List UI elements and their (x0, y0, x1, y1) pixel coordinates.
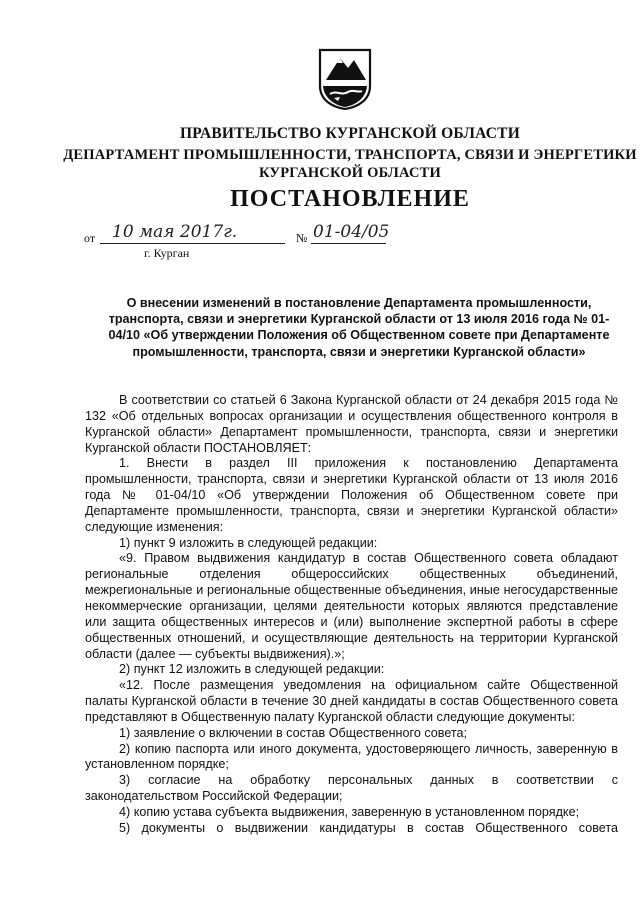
city: г. Курган (144, 246, 190, 260)
coat-of-arms-icon (318, 48, 372, 110)
paragraph-doc-5: 5) документы о выдвижении кандидатуры в состав Общественного совета (119, 820, 618, 835)
paragraph-doc-3: 3) согласие на обработку персональных данных в соответствии с законодательством Российской Федерации; (85, 773, 618, 804)
document-body (85, 393, 618, 837)
document-type: ПОСТАНОВЛЕНИЕ (230, 186, 470, 212)
date-handwritten: 10 мая 2017г. (112, 222, 238, 242)
date-underline (100, 243, 285, 244)
number-handwritten: 01-04/05 (313, 222, 390, 242)
government-name: ПРАВИТЕЛЬСТВО КУРГАНСКОЙ ОБЛАСТИ (180, 125, 520, 142)
document-title: О внесении изменений в постановление Департамента промышленности, транспорта, связи и энергетики Курганской области от 13 июля 2016 года № 01-04/10 «Об утверждении Положения об Общественном совете при Департаменте промышленности, транспорта, связи и энергетики Курганской области» (108, 296, 610, 359)
paragraph-clause-9: «9. Правом выдвижения кандидатур в состав Общественного совета обладают региональные отделения общероссийских общественных объединений, межрегиональные и региональные общественные объединения, иные негосударственные некоммерческие организации, целями деятельности которых являются представление или защита общественных интересов и (или) выполнение экспертной работы в сфере общественных отношений, и осуществляющие деятельность на территории Курганской области (далее — субъекты выдвижения).»; (85, 551, 618, 661)
paragraph-doc-1: 1) заявление о включении в состав Общественного совета; (119, 725, 468, 740)
department-name-line2: КУРГАНСКОЙ ОБЛАСТИ (258, 165, 441, 181)
paragraph-item-1: 1. Внести в раздел III приложения к постановлению Департамента промышленности, транспорта, связи и энергетики Курганской области от 13 июля 2016 года № 01-04/10 «Об утверждении Положения об Общественном совете при Департаменте промышленности, транспорта, связи и энергетики Курганской области» следующие изменения: (85, 456, 618, 534)
paragraph-preamble: В соответствии со статьей 6 Закона Курганской области от 24 декабря 2015 года № 132 «Об отдельных вопросах организации и осуществления общественного контроля в Курганской области» Департамент промышленности, транспорта, связи и энергетики Курганской области ПОСТАНОВЛЯЕТ: (85, 393, 618, 455)
paragraph-doc-4: 4) копию устава субъекта выдвижения, заверенную в установленном порядке; (119, 804, 580, 819)
date-prefix: от (84, 231, 96, 245)
paragraph-subitem-1: 1) пункт 9 изложить в следующей редакции: (119, 535, 378, 550)
department-name-line1: ДЕПАРТАМЕНТ ПРОМЫШЛЕННОСТИ, ТРАНСПОРТА, СВЯЗИ И ЭНЕРГЕТИКИ (63, 147, 637, 163)
paragraph-doc-2: 2) копию паспорта или иного документа, удостоверяющего личность, заверенную в установленном порядке; (85, 741, 618, 772)
paragraph-clause-12: «12. После размещения уведомления на официальном сайте Общественной палаты Курганской области в течение 30 дней кандидаты в состав Общественного совета представляют в Общественную палату Курганской области следующие документы: (85, 678, 618, 724)
paragraph-subitem-2: 2) пункт 12 изложить в следующей редакции: (119, 662, 385, 677)
number-underline (311, 243, 386, 244)
number-prefix: № (296, 231, 308, 245)
